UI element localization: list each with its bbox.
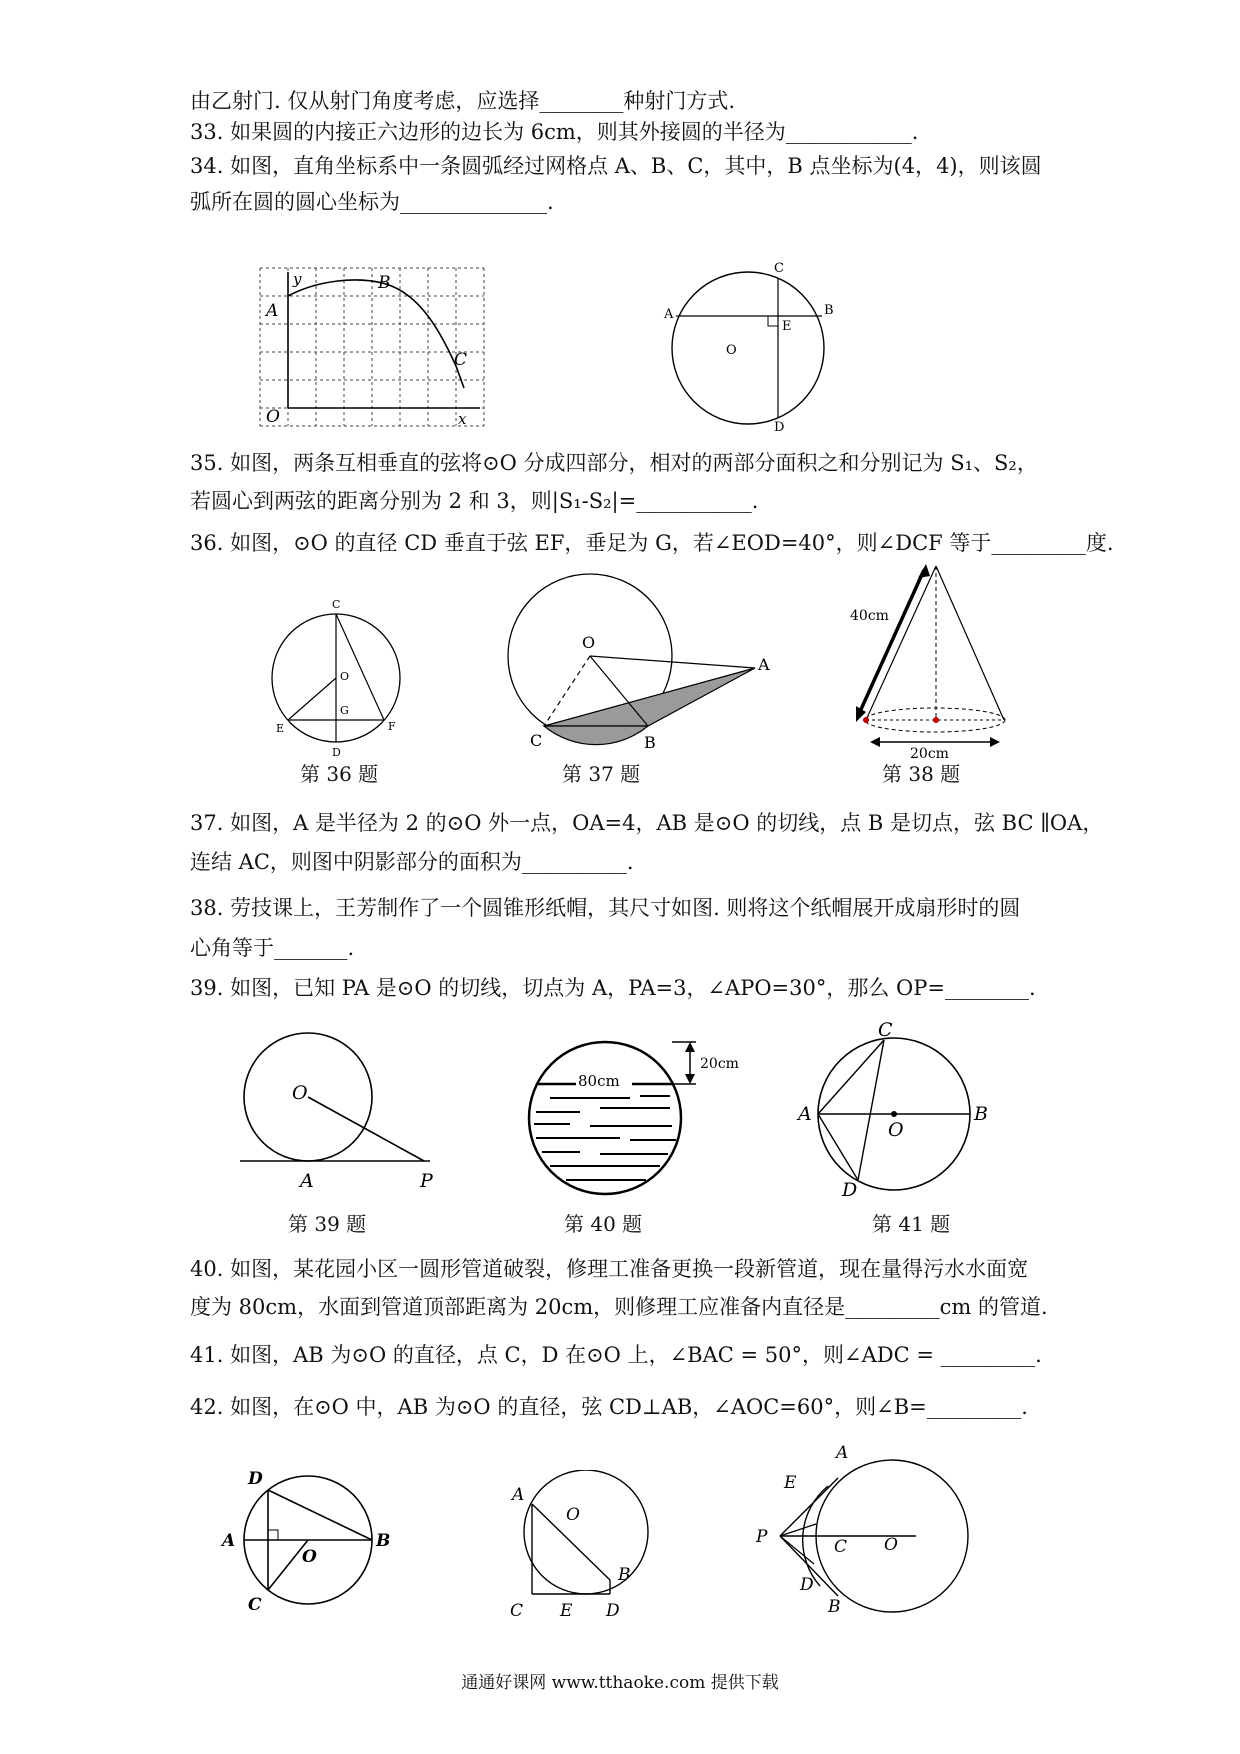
fig37-label-O: O [582,633,596,652]
question-37: 37. 如图，A 是半径为 2 的⊙O 外一点，OA=4，AB 是⊙O 的切线，点 B 是切点，弦 BC ∥OA， [190,811,1104,835]
fig36-label-F: F [388,720,396,733]
fig43-label-A: A [512,1485,525,1505]
caption-q36: 第 36 题 [300,762,379,786]
question-35: 35. 如图，两条互相垂直的弦将⊙O 分成四部分，相对的两部分面积之和分别记为 S₁、S₂， [190,451,1038,475]
figure-41-circle-diameter [792,1018,992,1198]
caption-q39: 第 39 题 [288,1212,367,1236]
figure-37-shaded-tangent [500,566,780,766]
fig36-label-G: G [340,704,349,717]
fig39-label-O: O [292,1082,308,1104]
fig44-label-E: E [784,1473,797,1493]
fig44-label-O: O [884,1535,898,1555]
fig41-label-B: B [974,1103,988,1125]
fig41-label-A: A [798,1103,812,1125]
figure-43-circle-trapezoid [500,1470,660,1620]
question-37-cont: 连结 AC，则图中阴影部分的面积为__________. [190,850,634,874]
fig36-label-C: C [332,598,341,611]
caption-q41: 第 41 题 [872,1212,951,1236]
caption-q37: 第 37 题 [562,762,641,786]
page-footer: 通通好课网 www.tthaoke.com 提供下载 [461,1673,779,1693]
fig35-label-O: O [726,343,737,358]
figure-38-cone [830,560,1030,760]
fig34-label-O: O [266,407,280,427]
question-40: 40. 如图，某花园小区一圆形管道破裂，修理工准备更换一段新管道，现在量得污水水面宽 [190,1257,1029,1281]
question-34-cont: 弧所在圆的圆心坐标为______________. [190,190,554,214]
fig40-label-depth: 20cm [700,1056,739,1072]
fig36-label-O: O [340,670,350,683]
question-35-cont: 若圆心到两弦的距离分别为 2 和 3，则|S₁-S₂|=___________. [190,489,759,513]
fig40-label-width: 80cm [578,1072,620,1090]
caption-q40: 第 40 题 [564,1212,643,1236]
fig42-label-C: C [248,1595,262,1615]
fig39-label-P: P [420,1170,433,1192]
figure-44-tangents [750,1440,990,1620]
text-line-q32-end: 由乙射门. 仅从射门角度考虑，应选择________种射门方式. [190,89,736,113]
fig34-label-C: C [454,350,468,370]
fig43-label-C: C [510,1601,524,1620]
fig35-label-D: D [774,420,785,432]
figure-40-pipe [520,1028,760,1198]
question-34: 34. 如图，直角坐标系中一条圆弧经过网格点 A、B、C，其中，B 点坐标为(4，4)，则该圆 [190,154,1042,178]
fig42-label-O: O [302,1547,317,1567]
fig43-label-D: D [606,1601,620,1620]
figure-35-perpendicular-chords [658,252,848,432]
fig35-label-B: B [824,303,834,318]
fig44-label-A: A [836,1443,849,1463]
fig42-label-A: A [222,1531,236,1551]
fig41-label-O: O [888,1119,904,1141]
fig44-label-C: C [834,1537,848,1557]
fig35-label-C: C [774,261,784,276]
fig44-label-D: D [800,1575,814,1595]
fig44-label-B: B [828,1597,841,1617]
fig34-label-A: A [266,301,279,321]
fig42-label-B: B [376,1531,391,1551]
figure-42-perpendicular-chord [208,1460,398,1620]
fig37-label-C: C [530,731,543,750]
fig34-label-x: x [458,410,467,428]
question-39: 39. 如图，已知 PA 是⊙O 的切线，切点为 A，PA=3，∠APO=30°，那么 OP=________. [190,976,1036,1000]
question-33: 33. 如果圆的内接正六边形的边长为 6cm，则其外接圆的半径为____________. [190,120,919,144]
figure-39-tangent [240,1025,450,1205]
figure-34-grid-arc [258,266,486,429]
fig41-label-D: D [842,1179,858,1198]
fig43-label-O: O [566,1505,580,1525]
fig36-label-D: D [332,746,341,759]
caption-q38: 第 38 题 [882,762,961,786]
fig42-label-D: D [248,1469,263,1489]
fig36-label-E: E [276,722,285,735]
fig34-label-y: y [293,270,302,288]
question-36: 36. 如图，⊙O 的直径 CD 垂直于弦 EF，垂足为 G，若∠EOD=40°，则∠DCF 等于_________度. [190,531,1114,555]
fig34-label-B: B [378,273,391,293]
fig43-label-B: B [618,1565,631,1585]
fig41-label-C: C [878,1019,893,1041]
fig35-label-A: A [664,307,674,322]
fig44-label-P: P [756,1527,768,1547]
fig39-label-A: A [300,1170,314,1192]
question-42: 42. 如图，在⊙O 中，AB 为⊙O 的直径，弦 CD⊥AB，∠AOC=60°，则∠B=_________. [190,1395,1028,1419]
question-40-cont: 度为 80cm，水面到管道顶部距离为 20cm，则修理工应准备内直径是_________cm 的管道. [190,1295,1048,1319]
fig43-label-E: E [560,1601,573,1620]
question-38: 38. 劳技课上，王芳制作了一个圆锥形纸帽，其尺寸如图. 则将这个纸帽展开成扇形时的圆 [190,896,1021,920]
fig35-label-E: E [782,319,792,334]
figure-36-circle-diameter [268,590,408,760]
fig37-label-B: B [644,733,656,752]
question-38-cont: 心角等于_______. [190,936,355,960]
question-41: 41. 如图，AB 为⊙O 的直径，点 C，D 在⊙O 上，∠BAC = 50°，则∠ADC = _________. [190,1343,1042,1367]
fig38-label-slant: 40cm [850,608,889,624]
fig37-label-A: A [758,655,770,674]
fig38-label-diameter: 20cm [910,746,949,760]
